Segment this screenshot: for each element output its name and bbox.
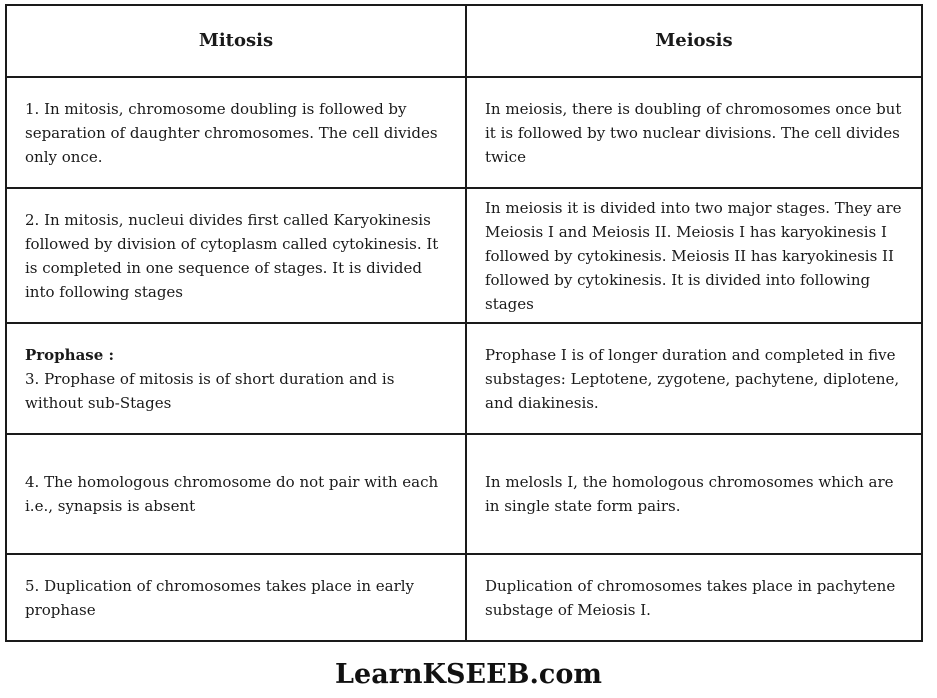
mitosis-cell — [6, 77, 466, 188]
meiosis-cell — [466, 434, 922, 554]
site-watermark: LearnKSEEB.com — [335, 659, 602, 690]
header-mitosis: Mitosis — [6, 5, 466, 77]
prophase-heading: Prophase : — [25, 345, 115, 364]
table-row — [6, 434, 922, 554]
mitosis-text: 1. In mitosis, chromosome doubling is followed by separation of daughter chromosomes. The cell divides only once. — [25, 99, 438, 166]
mitosis-text: 4. The homologous chromosome do not pair with each i.e., synapsis is absent — [25, 473, 439, 515]
table-row — [6, 77, 922, 188]
table-row — [6, 323, 922, 434]
meiosis-text: In meiosis it is divided into two major stages. They are Meiosis I and Meiosis II. Meiosis I has karyokinesis I followed by cytokinesis. Meiosis II has karyokinesis II followed by cytokinesis. It is divided into following stages — [485, 198, 902, 313]
table-row — [6, 188, 922, 323]
meiosis-cell — [466, 188, 922, 323]
mitosis-text: 3. Prophase of mitosis is of short duration and is without sub-Stages — [25, 369, 395, 412]
meiosis-cell — [466, 77, 922, 188]
mitosis-cell — [6, 554, 466, 641]
table-row — [6, 554, 922, 641]
meiosis-cell — [466, 323, 922, 434]
header-meiosis: Meiosis — [466, 5, 922, 77]
mitosis-text: 5. Duplication of chromosomes takes place in early prophase — [25, 576, 415, 619]
header-row — [6, 5, 922, 77]
meiosis-text: Duplication of chromosomes takes place in pachytene substage of Meiosis I. — [485, 576, 896, 619]
mitosis-cell — [6, 323, 466, 434]
mitosis-text: 2. In mitosis, nucleui divides first called Karyokinesis followed by division of cytoplasm called cytokinesis. It is completed in one sequence of stages. It is divided into following stages — [25, 210, 439, 301]
mitosis-cell — [6, 434, 466, 554]
meiosis-text: In melosls I, the homologous chromosomes which are in single state form pairs. — [485, 473, 894, 515]
meiosis-cell — [466, 554, 922, 641]
mitosis-cell — [6, 188, 466, 323]
meiosis-text: In meiosis, there is doubling of chromosomes once but it is followed by two nuclear divisions. The cell divides twice — [485, 99, 902, 166]
meiosis-text: Prophase I is of longer duration and completed in five substages: Leptotene, zygotene, pachytene, diplotene, and diakinesis. — [485, 345, 900, 412]
comparison-table — [5, 4, 923, 642]
